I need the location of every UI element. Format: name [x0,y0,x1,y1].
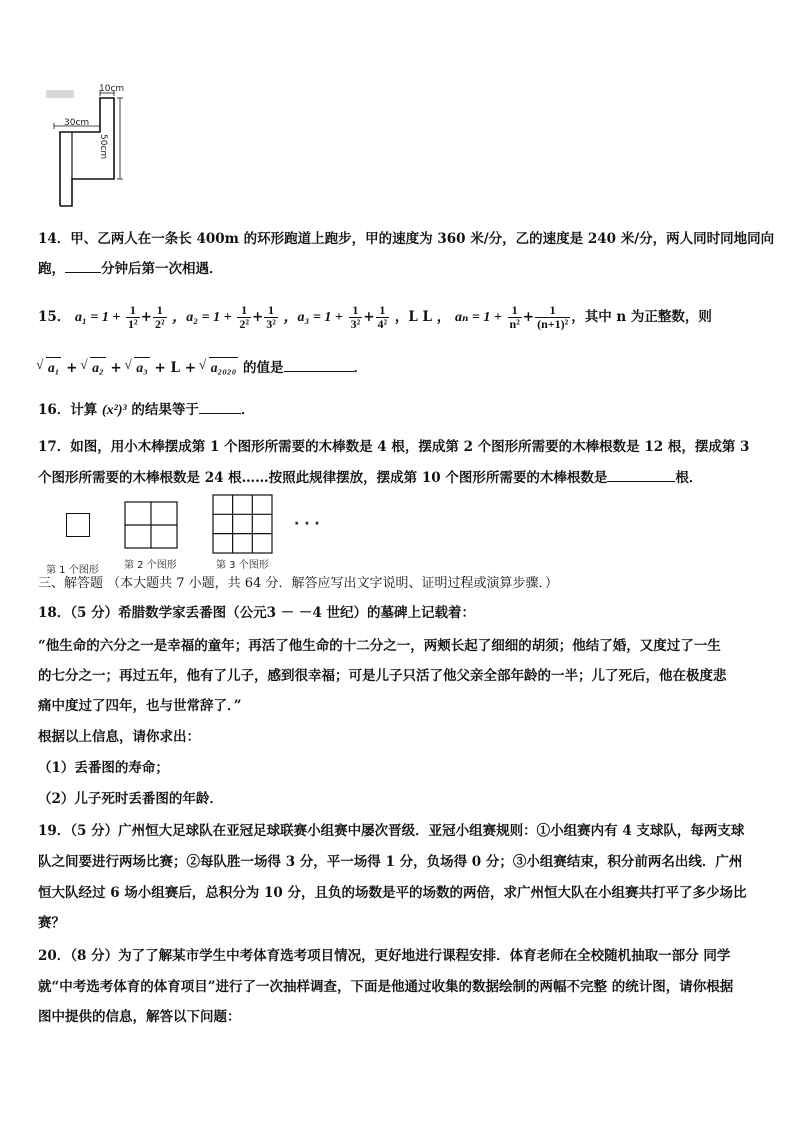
fig1-caption: 第 1 个图形 [46,565,99,576]
q15-a3: ，a₃ = 1 + [283,310,343,325]
q19-line3: 恒大队经过 6 场小组赛后，总积分为 10 分，且负的场数是平的场数的两倍，求广州恒大队在小组赛共打平了多少场比 [38,885,747,901]
q15-a2: ，a₂ = 1 + [172,310,232,325]
sqrt-a3: √ a₃ [134,357,149,378]
section-3-heading: 三、解答题 （本大题共 7 小题，共 64 分．解答应写出文字说明、证明过程或演算步骤．） [38,576,558,591]
dim-50cm-label: 50cm [98,134,108,160]
q15-answer-blank [284,357,354,372]
sqrt-a2: √ a₂ [90,357,105,378]
q16-expression: (x²)³ [102,403,127,418]
q14-line2-start: 跑， [38,261,65,277]
frac-1-over-2sq: $\frac{1}{\text{2²}}$ [154,303,165,331]
frac-1-over-3sq-b: $\frac{1}{\text{3²}}$ [350,303,361,331]
q15-a1: a₁ = 1 + [75,310,121,325]
q14-answer-blank [65,258,101,273]
q18-line1: 18．（5 分）希腊数学家丢番图（公元3 － －4 世纪）的墓碑上记载着： [38,605,476,621]
q14-line2 [38,258,223,279]
q15-tail: ，其中 n 为正整数，则 [571,309,712,325]
q16-line: 16．计算 (x²)³ 的结果等于 ． [38,399,254,421]
q18-line3: 的七分之一；再过五年，他有了儿子，感到很幸福；可是儿子只活了他父亲全部年龄的一半；儿了死后，他在极度悲 [38,668,727,684]
q18-line2: “他生命的六分之一是幸福的童年；再活了他生命的十二分之一，两颊长起了细细的胡须；他结了婚，又度过了一生 [38,638,721,654]
q19-line2: 队之间要进行两场比赛；②每队胜一场得 3 分，平一场得 1 分，负场得 0 分；③小组赛结束，积分前两名出线．广州 [38,854,743,870]
q14-line2-end: 分钟后第一次相遇． [101,261,223,277]
q16-pre: 16．计算 [38,402,98,418]
sqrt-a2020: √ a₂₀₂₀ [209,357,239,378]
q15-an: aₙ = 1 + [454,310,502,325]
q15-sum-ellipsis: + L + [154,360,197,376]
dim-10cm-label: 10cm [99,84,125,94]
q20-line3: 图中提供的信息，解答以下问题： [38,1009,241,1025]
frac-1-over-n1sq: $\frac{1}{\text{(n+1)²}}$ [537,303,569,331]
frac-1-over-3sq: $\frac{1}{\text{3²}}$ [266,303,276,331]
q15-sum-tail: 的值是 [243,360,284,376]
q19-line1: 19．（5 分）广州恒大足球队在亚冠足球联赛小组赛中屡次晋级．亚冠小组赛规则：①小组赛内有 4 支球队，每两支球 [38,823,745,839]
fig3-caption: 第 3 个图形 [216,560,269,571]
q20-line1: 20．（8 分）为了了解某市学生中考体育选考项目情况，更好地进行课程安排．体育老师在全校随机抽取一部分 同学 [38,948,731,964]
q15-line2: √ a₁ + √ a₂ + √ a₃ + L + √ a₂₀₂₀ 的值是 ． [38,357,367,378]
q16-post: 的结果等于 [131,402,199,418]
q18-line5: 根据以上信息，请你求出： [38,729,200,745]
stick-figure-1 [66,513,90,537]
dim-30cm-label: 30cm [64,118,90,128]
q16-answer-blank [199,399,241,414]
q18-line4: 痛中度过了四年，也与世常辞了．” [38,698,242,714]
q15-line1: 15． a₁ = 1 + $\frac{1}{\text{1²}}$ + $\frac{1}{\text{2²}}$ ，a₂ = 1 + $\frac{1}{\text{2²}}$ + $\frac{1}{\text{3²}}$ ，a₃ = 1 + $\frac{1}{\text{3²}}$ + $\frac{1}{\text{4²}}$ ，L L ， aₙ = 1 + $\frac{1}{\text{n²}}$ + $\frac{1}{\text{(n+1)²}}$ ，其中 n 为正整数，则 [38,303,712,331]
frac-1-over-nsq: $\frac{1}{\text{n²}}$ [509,303,520,331]
q17-answer-blank [607,467,675,482]
sqrt-a1: √ a₁ [46,357,61,378]
fig2-caption: 第 2 个图形 [124,560,177,571]
q19-line4: 赛？ [38,915,65,931]
frac-1-over-4sq: $\frac{1}{\text{4²}}$ [377,303,388,331]
q14-line1: 14．甲、乙两人在一条长 400m 的环形跑道上跑步，甲的速度为 360 米/分，乙的速度是 240 米/分，两人同时同地同向 [38,231,775,247]
step-shape-figure [44,84,134,209]
q17-line2: 个图形所需要的木棒根数是 24 根……按照此规律摆放，摆成第 10 个图形所需要的木棒根数是 根． [38,467,702,488]
stick-figure-3 [212,494,273,554]
q20-line2: 就“中考选考体育的体育项目”进行了一次抽样调查，下面是他通过收集的数据绘制的两幅不完整 的统计图，请你根据 [38,979,734,995]
q18-line7: （2）儿子死时丢番图的年龄． [38,791,223,807]
q15-dots: ，L L ， [394,309,451,325]
ellipsis: · · · [294,516,320,532]
q15-number: 15． [38,309,71,325]
q18-line6: （1）丢番图的寿命； [38,760,169,776]
faded-text-smudge [46,90,74,98]
stick-figure-2 [124,501,178,549]
q17-line1: 17．如图，用小木棒摆成第 1 个图形所需要的木棒数是 4 根，摆成第 2 个图形所需要的木棒根数是 12 根，摆成第 3 [38,439,750,455]
frac-1-over-1sq: $\frac{1}{\text{1²}}$ [128,303,138,331]
frac-1-over-2sq-b: $\frac{1}{\text{2²}}$ [239,303,249,331]
